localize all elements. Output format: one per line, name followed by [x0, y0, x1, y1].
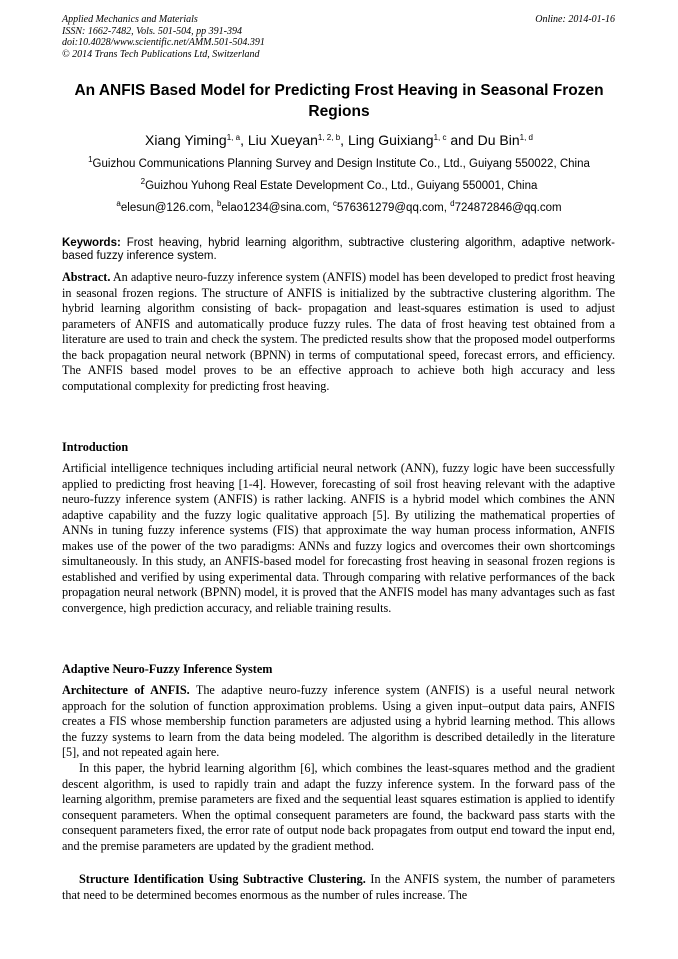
- hybrid-learning-paragraph: In this paper, the hybrid learning algorithm [6], which combines the least-squares method and the gradient descent algorithm, is used to rapidly train and adapt the fuzzy inference system. In the forward pass of the learning algorithm, premise parameters are fixed and the sequential least squares estimation is applied to identify consequent parameters. When the optimal consequent parameters are found, the backward pass starts with the consequent parameters fixed, the error rate of output node back propagates from output end toward the input end, and the premise parameters are updated by the gradient method.: [62, 761, 615, 853]
- affiliation-2: $^2$Guizhou Yuhong Real Estate Development Co., Ltd., Guiyang 550001, China: [140, 177, 538, 192]
- author-name: Liu Xueyan: [247, 132, 318, 148]
- email-link[interactable]: elesun@126.com: [120, 202, 211, 214]
- doi-line: doi:10.4028/www.scientific.net/AMM.501-504.391: [62, 37, 265, 48]
- author-affiliation-mark: 1, 2, b: [317, 133, 341, 142]
- anfis-section-heading: Adaptive Neuro-Fuzzy Inference System: [62, 662, 273, 676]
- affiliation-1: $^1$Guizhou Communications Planning Survey and Design Institute Co., Ltd., Guiyang 550022, China: [88, 155, 590, 170]
- journal-header: [62, 14, 615, 60]
- author-affiliation-mark: 1, c: [433, 133, 447, 142]
- author-name: Du Bin: [477, 132, 520, 148]
- author-name: Xiang Yiming: [145, 132, 227, 148]
- keywords-label: Keywords:: [62, 237, 121, 249]
- paper-title: An ANFIS Based Model for Predicting Frost Heaving in Seasonal Frozen Regions: [74, 82, 604, 120]
- author-list: Xiang Yiming$^{1, a}$, Liu Xueyan$^{1, 2, b}$, Ling Guixiang$^{1, c}$ and Du Bin$^{1, d}$: [145, 132, 533, 148]
- structure-identification-paragraph: Structure Identification Using Subtractive Clustering. In the ANFIS system, the number of parameters that need to be determined becomes enormous as the number of rules increase. The: [62, 872, 616, 902]
- email-link[interactable]: 724872846@qq.com: [454, 202, 562, 214]
- introduction-heading: Introduction: [62, 440, 129, 454]
- copyright-line: © 2014 Trans Tech Publications Ltd, Switzerland: [62, 48, 260, 60]
- author-affiliation-mark: 1, a: [226, 133, 241, 142]
- architecture-label: Architecture of ANFIS.: [62, 683, 190, 697]
- journal-name: Applied Mechanics and Materials: [62, 14, 198, 25]
- abstract-text: An adaptive neuro-fuzzy inference system (ANFIS) model has been developed to predict frost heaving in seasonal frozen regions. The structure of ANFIS is initialized by the subtractive clustering algorithm. The hybrid learning algorithm consisting of back- propagation and least-squares estimation is used to adjust parameters of ANFIS and automatically produce fuzzy rules. The data of frost heaving test obtained from a literature are used to train and check the system. The predicted results show that the proposed model outperforms the back propagation neural network (BPNN) in terms of computational speed, forecast errors, and efficiency. The ANFIS based model proves to be an effective approach to achieve both high accuracy and less computational complexity for predicting frost heaving.: [62, 270, 615, 393]
- keywords: [62, 237, 615, 263]
- abstract-label: Abstract.: [62, 270, 111, 284]
- keywords-text: Frost heaving, hybrid learning algorithm, subtractive clustering algorithm, adaptive network-based fuzzy inference system.: [62, 237, 615, 262]
- author-name: Ling Guixiang: [347, 132, 434, 148]
- abstract: [62, 270, 615, 394]
- issn-line: ISSN: 1662-7482, Vols. 501-504, pp 391-394: [62, 25, 242, 37]
- author-emails: $^a$elesun@126.com, $^b$elao1234@sina.com, $^c$576361279@qq.com, $^d$724872846@qq.com: [116, 199, 562, 214]
- introduction-paragraph: Artificial intelligence techniques including artificial neural network (ANN), fuzzy logic have been successfully applied to predicting frost heaving [1-4]. However, forecasting of soil frost heaving relevant with the adaptive neuro-fuzzy inference system (ANFIS) is rather lacking. ANFIS is a hybrid model which combines the ANN adaptive capability and the fuzzy logic qualitative approach [5]. By utilizing the mathematical properties of ANNs in tuning fuzzy inference systems (FIS) that approximate the way human process information, ANFIS makes use of the power of the two paradigms: ANNs and fuzzy logics and overcomes their own shortcomings simultaneously. In this study, an ANFIS-based model for forecasting frost heaving in seasonal frozen regions is established and verified by using experimental data. Through comparing with relative performances of the back propagation neural network (BPNN) model, it is proved that the ANFIS model has many advantages such as fast convergence, high prediction accuracy, and reliable training results.: [62, 461, 615, 615]
- email-link[interactable]: elao1234@sina.com: [221, 202, 327, 214]
- structure-identification-label: Structure Identification Using Subtractive Clustering.: [79, 872, 366, 886]
- online-date: Online: 2014-01-16: [535, 14, 615, 25]
- author-affiliation-mark: 1, d: [519, 133, 533, 142]
- architecture-paragraph: Architecture of ANFIS. The adaptive neuro-fuzzy inference system (ANFIS) is a useful neural network approach for the solution of function approximation problems. Using a given input–output data pairs, ANFIS creates a FIS whose membership function parameters are adjusted using a hybrid learning method. This allows the fuzzy systems to learn from the data being modeled. The algorithm is described detailedly in the literature [5], and not repeated again here.: [62, 683, 615, 759]
- email-link[interactable]: 576361279@qq.com: [336, 202, 444, 214]
